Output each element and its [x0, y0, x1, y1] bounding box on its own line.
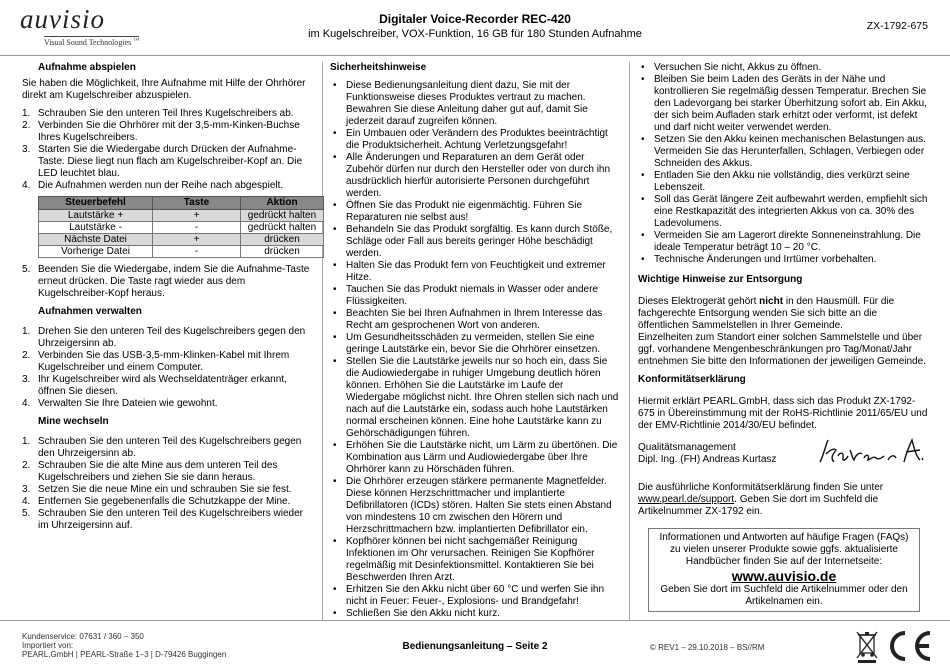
faq-box — [648, 528, 920, 612]
heading-disposal: Wichtige Hinweise zur Entsorgung — [638, 274, 803, 285]
item-text: Entfernen Sie gegebenenfalls die Schutzkappe der Mine. — [38, 496, 291, 507]
list-item — [22, 108, 314, 120]
page-header — [0, 0, 950, 56]
faq-intro: Informationen und Antworten auf häufige Fragen (FAQs) zu vielen unserer Produkte sowie ggfs. aktualisierte Handbücher finden Sie auf der Internetseite: — [659, 532, 909, 567]
item-text: Verbinden Sie die Ohrhörer mit der 3,5-mm-Kinken-Buchse Ihres Kugelschreibers. — [38, 120, 300, 143]
customer-service: Kundenservice: 07631 / 360 – 350 — [22, 632, 144, 641]
footer-contact — [22, 632, 226, 659]
conformity-text: Hiermit erklärt PEARL.GmbH, dass sich das Produkt ZX-1792-675 in Übereinstimmung mit der RoHS-Richtlinie 2011/65/EU und der EMV-Richtlinie 2014/30/EU befindet. — [638, 396, 928, 431]
column-middle — [330, 62, 620, 620]
list-item — [22, 326, 314, 350]
item-text: Beenden Sie die Wiedergabe, indem Sie die Aufnahme-Taste erneut drücken. Die Taste ragt wieder aus dem Kugelschreiber-Kopf heraus. — [38, 264, 310, 299]
list-item — [22, 436, 314, 460]
list-item — [330, 536, 620, 584]
item-text: Vermeiden Sie am Lagerort direkte Sonneneinstrahlung. Die ideale Temperatur beträgt 10 – 20 °C. — [654, 230, 921, 253]
item-number: 4. — [22, 496, 31, 507]
logo-trademark: ™ — [133, 38, 140, 44]
item-number: 3. — [22, 144, 31, 155]
bullet-icon: • — [333, 536, 337, 547]
support-link[interactable]: www.pearl.de/support — [638, 494, 735, 505]
bullet-icon: • — [641, 62, 645, 73]
importer-address: PEARL.GmbH | PEARL-Straße 1–3 | D-79426 Buggingen — [22, 650, 227, 659]
item-text: Beachten Sie bei Ihren Aufnahmen in Ihrem Interesse das Recht am gesprochenen Wort von anderen. — [346, 308, 603, 331]
item-text: Ihr Kugelschreiber wird als Wechseldatenträger erkannt, öffnen Sie diesen. — [38, 374, 287, 397]
list-item — [22, 120, 314, 144]
table-cell: Lautstärke - — [39, 222, 153, 234]
table-cell: - — [153, 246, 241, 258]
revision-info: © REV1 – 29.10.2018 – BS//RM — [650, 643, 765, 652]
bullet-icon: • — [333, 608, 337, 619]
column-header: Taste — [153, 197, 241, 210]
item-text: Um Gesundheitsschäden zu vermeiden, stellen Sie eine geringe Lautstärke ein, bevor Sie die Ohrhörer einsetzen. — [346, 332, 601, 355]
disposal-text — [638, 296, 928, 332]
item-text: Alle Änderungen und Reparaturen an dem Gerät oder Zubehör dürfen nur durch den Hersteller oder von durch ihn ausdrücklich hierfür autorisierte Personen durchgeführt werden. — [346, 152, 611, 199]
page-subtitle: im Kugelschreiber, VOX-Funktion, 16 GB für 180 Stunden Aufnahme — [308, 28, 642, 40]
list-item — [330, 80, 620, 128]
list-item — [22, 350, 314, 374]
list-item — [22, 144, 314, 180]
refill-steps — [22, 436, 314, 532]
item-text: Kopfhörer können bei nicht sachgemäßer Reinigung Infektionen im Ohr verursachen. Reinigen Sie Kopfhörer regelmäßig mit Desinfektionsmittel. Kontaktieren Sie bei Beschwerden Ihren Arzt. — [346, 536, 595, 583]
faq-website-link[interactable]: www.auvisio.de — [731, 568, 837, 584]
list-item — [330, 224, 620, 260]
table-row — [39, 246, 324, 258]
column-divider — [629, 62, 630, 620]
heading-safety: Sicherheitshinweise — [330, 62, 427, 73]
bullet-icon: • — [641, 134, 645, 145]
item-text: Öffnen Sie das Produkt nie eigenmächtig. Führen Sie Reparaturen nie selbst aus! — [346, 200, 583, 223]
page-title: Digitaler Voice-Recorder REC-420 — [379, 12, 571, 26]
table-cell: gedrückt halten — [241, 222, 324, 234]
column-left — [22, 62, 317, 532]
bullet-icon: • — [333, 332, 337, 343]
bullet-icon: • — [333, 440, 337, 451]
table-cell: - — [153, 222, 241, 234]
item-number: 5. — [22, 264, 31, 275]
list-item — [330, 584, 620, 608]
playback-steps-end — [22, 264, 314, 300]
list-item — [638, 74, 928, 134]
faq-hint: Geben Sie dort im Suchfeld die Artikelnummer oder den Artikelnamen ein. — [660, 584, 908, 607]
disposal-text-b: in den Hausmüll. Für die fachgerechte Entsorgung wenden Sie sich bitte an die öffentlichen Sammelstellen in Ihrer Gemeinde. — [638, 296, 895, 331]
item-text: Schließen Sie den Akku nicht kurz. — [346, 608, 500, 619]
item-text: Setzen Sie die neue Mine ein und schrauben Sie sie fest. — [38, 484, 292, 495]
item-text: Die Ohrhörer erzeugen stärkere permanente Magnetfelder. Diese können Herzschrittmacher und implantierte Defibrillatoren (ICDs) stören. Halten Sie stets einen Abstand von mindestens 10 cm zwischen den Hörern und Herzschrittmachern bzw. implantierten Defibrillator ein. — [346, 476, 612, 535]
manage-steps — [22, 326, 314, 410]
table-cell: drücken — [241, 246, 324, 258]
playback-intro: Sie haben die Möglichkeit, Ihre Aufnahme mit Hilfe der Ohrhörer direkt am Kugelschreiber abzuspielen. — [22, 78, 306, 101]
list-item — [22, 496, 314, 508]
item-text: Schrauben Sie die alte Mine aus dem unteren Teil des Kugelschreibers und ziehen Sie sie dann heraus. — [38, 460, 278, 483]
list-item — [22, 264, 314, 300]
item-text: Versuchen Sie nicht, Akkus zu öffnen. — [654, 62, 822, 73]
bullet-icon: • — [333, 128, 337, 139]
list-item — [638, 194, 928, 230]
column-header: Steuerbefehl — [39, 197, 153, 210]
heading-manage-recordings: Aufnahmen verwalten — [38, 306, 142, 317]
page-number: Bedienungsanleitung – Seite 2 — [402, 641, 548, 652]
bullet-icon: • — [333, 80, 337, 91]
item-text: Halten Sie das Produkt fern von Feuchtigkeit und extremer Hitze. — [346, 260, 606, 283]
conformity-link-outro: . Geben Sie dort im Suchfeld die Artikelnummer ZX-1792 ein. — [638, 494, 879, 517]
item-text: Stellen Sie die Lautstärke jeweils nur so hoch ein, dass Sie die Audiowiedergabe in ruhiger Umgebung deutlich hören können. Erhöhen Sie die Lautstärke im Laufe der Wiedergabe möglichst nicht. Ihre Ohren stellen sich nach und nach auf die Lautstärke ein, sodass auch hohe Lautstärken normal erscheinen können. Eine hohe Lautstärke kann zu Gehörschädigungen führen. — [346, 356, 619, 439]
list-item — [330, 308, 620, 332]
column-right — [638, 62, 928, 612]
item-text: Starten Sie die Wiedergabe durch Drücken der Aufnahme-Taste. Diese liegt nun flach am Kugelschreiber-Kopf an. Die LED leuchtet blau. — [38, 144, 303, 179]
list-item — [22, 484, 314, 496]
signature-block — [638, 442, 928, 472]
item-text: Erhöhen Sie die Lautstärke nicht, um Lärm zu übertönen. Die Kombination aus Lärm und Audiowiedergabe über Ihre Ohrhörer kann zu Hörschäden führen. — [346, 440, 618, 475]
item-number: 4. — [22, 398, 31, 409]
disposal-text-a: Dieses Elektrogerät gehört — [638, 296, 760, 307]
table-cell: gedrückt halten — [241, 210, 324, 222]
page-footer — [0, 620, 950, 671]
list-item — [638, 254, 928, 266]
footer-marks — [855, 626, 935, 666]
item-number: 3. — [22, 374, 31, 385]
list-item — [330, 356, 620, 440]
bullet-icon: • — [333, 308, 337, 319]
list-item — [638, 230, 928, 254]
brand-logo — [20, 6, 140, 50]
bullet-icon: • — [333, 284, 337, 295]
handwritten-signature — [816, 436, 926, 468]
table-cell: + — [153, 234, 241, 246]
list-item — [22, 508, 314, 532]
list-item — [330, 128, 620, 152]
battery-list — [638, 62, 928, 266]
item-text: Tauchen Sie das Produkt niemals in Wasser oder andere Flüssigkeiten. — [346, 284, 598, 307]
signature-name: Dipl. Ing. (FH) Andreas Kurtasz — [638, 454, 777, 465]
item-text: Ein Umbauen oder Verändern des Produktes beeinträchtigt die Produktsicherheit. Achtung Verletzungsgefahr! — [346, 128, 608, 151]
bullet-icon: • — [641, 254, 645, 265]
logo-tagline — [44, 36, 139, 47]
bullet-icon: • — [333, 476, 337, 487]
table-row — [39, 222, 324, 234]
table-cell: drücken — [241, 234, 324, 246]
table-header-row — [39, 197, 324, 210]
bullet-icon: • — [333, 260, 337, 271]
item-text: Behandeln Sie das Produkt sorgfältig. Es kann durch Stöße, Schläge oder Fall aus bereits geringer Höhe beschädigt werden. — [346, 224, 613, 259]
item-text: Drehen Sie den unteren Teil des Kugelschreibers gegen den Uhrzeigersinn ab. — [38, 326, 306, 349]
item-text: Die Aufnahmen werden nun der Reihe nach abgespielt. — [38, 180, 284, 191]
bullet-icon: • — [641, 194, 645, 205]
disposal-details: Einzelheiten zum Standort einer solchen Sammelstelle und über ggf. vorhandene Mengenbeschränkungen pro Tag/Monat/Jahr entnehmen Sie bitte den Informationen der jeweiligen Gemeinde. — [638, 332, 926, 367]
bullet-icon: • — [333, 200, 337, 211]
importer-label: Importiert von: — [22, 641, 74, 650]
item-text: Technische Änderungen und Irrtümer vorbehalten. — [654, 254, 877, 265]
header-titles — [250, 12, 700, 41]
column-divider — [322, 62, 323, 620]
table-cell: + — [153, 210, 241, 222]
item-number: 2. — [22, 350, 31, 361]
item-text: Bleiben Sie beim Laden des Geräts in der Nähe und kontrollieren Sie regelmäßig dessen Temperatur. Brechen Sie den Ladevorgang bei starker Überhitzung sofort ab. Ein Akku, der sich beim Aufladen stark erhitzt oder verformt, ist defekt und darf nicht weiter verwendet werden. — [654, 74, 927, 133]
control-table — [38, 196, 324, 258]
item-text: Verwalten Sie Ihre Dateien wie gewohnt. — [38, 398, 218, 409]
item-text: Schrauben Sie den unteren Teil des Kugelschreibers gegen den Uhrzeigersinn ab. — [38, 436, 302, 459]
bullet-icon: • — [333, 224, 337, 235]
bullet-icon: • — [641, 74, 645, 85]
table-cell: Lautstärke + — [39, 210, 153, 222]
playback-steps — [22, 108, 314, 192]
signature-role: Qualitätsmanagement — [638, 442, 736, 453]
heading-conformity: Konformitätserklärung — [638, 374, 746, 385]
logo-tagline-text: Visual Sound Technologies — [44, 38, 132, 47]
item-text: Schrauben Sie den unteren Teil Ihres Kugelschreibers ab. — [38, 108, 294, 119]
item-text: Setzen Sie den Akku keinen mechanischen Belastungen aus. Vermeiden Sie das Herunterfallen, Schlagen, Verbiegen oder Schneiden des Akkus. — [654, 134, 926, 169]
list-item — [22, 374, 314, 398]
list-item — [22, 460, 314, 484]
item-number: 3. — [22, 484, 31, 495]
bullet-icon: • — [641, 230, 645, 241]
table-cell: Vorherige Datei — [39, 246, 153, 258]
heading-change-refill: Mine wechseln — [38, 416, 109, 427]
list-item — [638, 134, 928, 170]
bullet-icon: • — [333, 152, 337, 163]
table-row — [39, 234, 324, 246]
item-text: Erhitzen Sie den Akku nicht über 60 °C und werfen Sie ihn nicht in Feuer: Feuer-, Explosions- und Brandgefahr! — [346, 584, 605, 607]
table-cell: Nächste Datei — [39, 234, 153, 246]
conformity-link-intro: Die ausführliche Konformitätserklärung finden Sie unter — [638, 482, 884, 493]
list-item — [22, 180, 314, 192]
list-item — [330, 200, 620, 224]
list-item — [638, 170, 928, 194]
list-item — [638, 62, 928, 74]
heading-playback: Aufnahme abspielen — [38, 62, 136, 73]
item-text: Entladen Sie den Akku nie vollständig, dies verkürzt seine Lebenszeit. — [654, 170, 910, 193]
disposal-emphasis: nicht — [759, 296, 784, 307]
list-item — [330, 608, 620, 620]
ce-mark-icon — [883, 628, 933, 664]
bullet-icon: • — [333, 584, 337, 595]
item-number: 2. — [22, 120, 31, 131]
safety-list — [330, 80, 620, 620]
conformity-link-text — [638, 482, 928, 518]
table-row — [39, 210, 324, 222]
item-number: 5. — [22, 508, 31, 519]
list-item — [330, 152, 620, 200]
item-text: Diese Bedienungsanleitung dient dazu, Sie mit der Funktionsweise dieses Produktes vertraut zu machen. Bewahren Sie diese Anleitung daher gut auf, damit Sie jederzeit darauf zugreifen können. — [346, 80, 588, 127]
item-number: 4. — [22, 180, 31, 191]
article-code: ZX-1792-675 — [866, 20, 928, 32]
list-item — [22, 398, 314, 410]
logo-wordmark: auvisio — [20, 4, 105, 34]
item-text: Soll das Gerät längere Zeit aufbewahrt werden, empfiehlt sich eine Restkapazität des integrierten Akkus von ca. 30% des Ladevolumens. — [654, 194, 928, 229]
column-header: Aktion — [241, 197, 324, 210]
list-item — [330, 476, 620, 536]
item-number: 1. — [22, 326, 31, 337]
item-text: Verbinden Sie das USB-3,5-mm-Klinken-Kabel mit Ihrem Kugelschreiber und einem Computer. — [38, 350, 290, 373]
item-number: 1. — [22, 108, 31, 119]
item-number: 2. — [22, 460, 31, 471]
item-text: Schrauben Sie den unteren Teil des Kugelschreibers wieder im Uhrzeigersinn auf. — [38, 508, 303, 531]
list-item — [330, 284, 620, 308]
list-item — [330, 332, 620, 356]
list-item — [330, 260, 620, 284]
list-item — [330, 440, 620, 476]
weee-bin-icon — [855, 629, 879, 663]
bullet-icon: • — [333, 356, 337, 367]
item-number: 1. — [22, 436, 31, 447]
bullet-icon: • — [641, 170, 645, 181]
